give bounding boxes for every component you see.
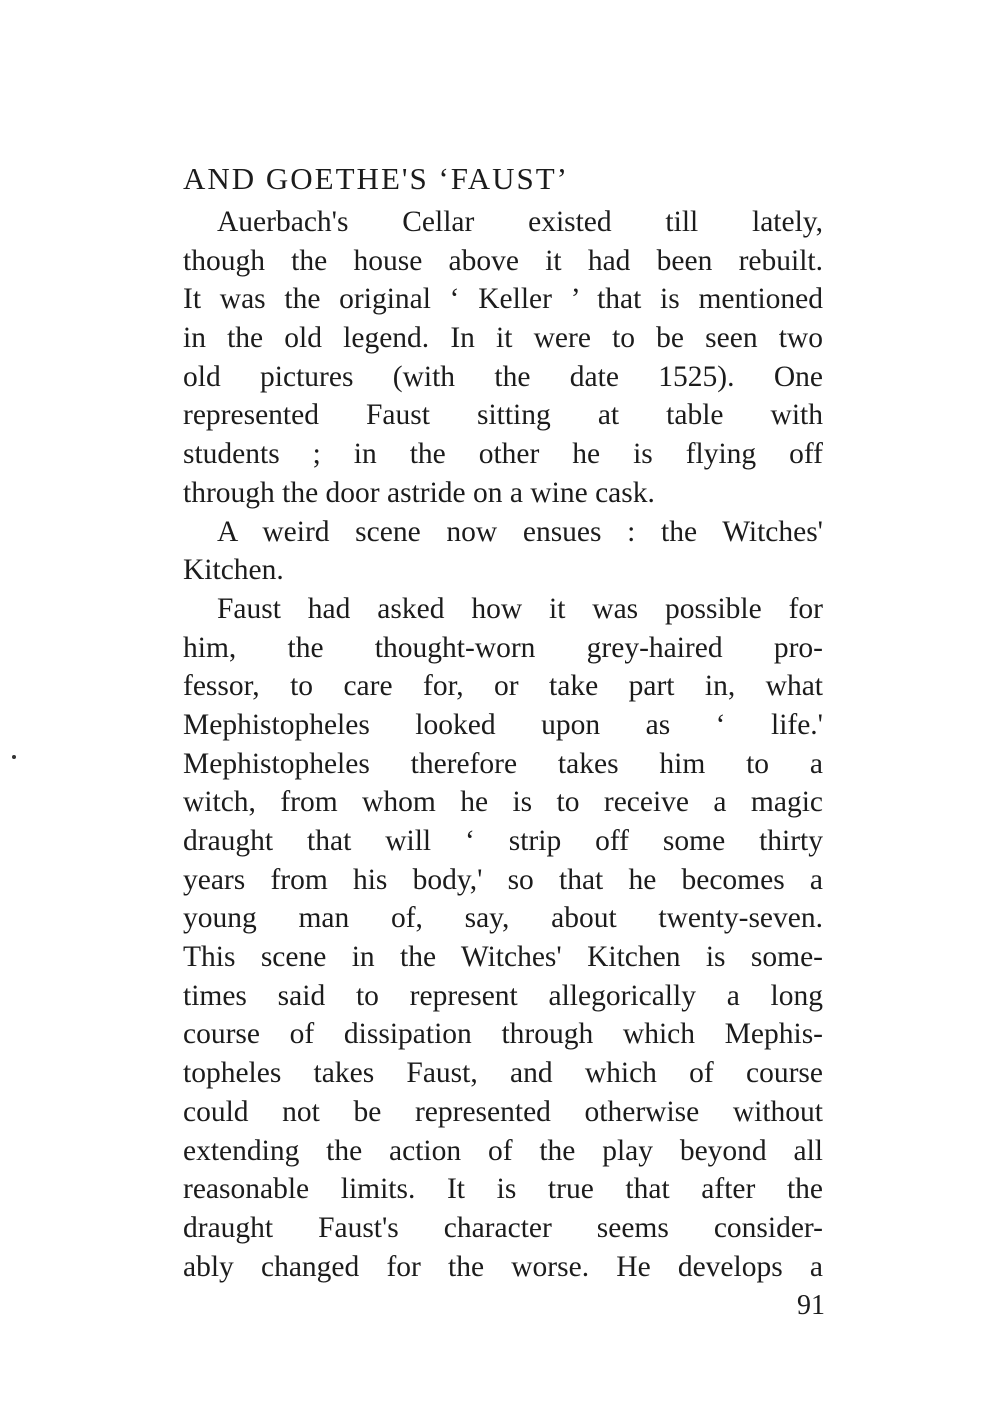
text-line: Auerbach's Cellar existed till lately, bbox=[217, 206, 823, 238]
text-line: old pictures (with the date 1525). One bbox=[183, 360, 823, 393]
paragraph-auerbachs-cellar bbox=[183, 203, 823, 513]
text-line: young man of, say, about twenty-seven. bbox=[183, 902, 823, 935]
scan-speck bbox=[12, 755, 16, 759]
text-line: It was the original ‘ Keller ’ that is mentioned bbox=[183, 283, 823, 316]
text-line: times said to represent allegorically a long bbox=[183, 979, 823, 1012]
text-line: though the house above it had been rebuilt. bbox=[183, 244, 823, 277]
text-line: represented Faust sitting at table with bbox=[183, 399, 823, 432]
text-line: him, the thought-worn grey-haired pro- bbox=[183, 631, 823, 664]
paragraph-magic-draught bbox=[183, 590, 823, 1286]
text-line: draught that will ‘ strip off some thirty bbox=[183, 825, 823, 857]
text-line: fessor, to care for, or take part in, what bbox=[183, 670, 823, 703]
text-line: This scene in the Witches' Kitchen is some- bbox=[183, 941, 823, 974]
text-line: in the old legend. In it were to be seen two bbox=[183, 322, 823, 355]
text-line: extending the action of the play beyond all bbox=[183, 1134, 823, 1167]
text-line: course of dissipation through which Mephis- bbox=[183, 1018, 823, 1051]
text-line: years from his body,' so that he becomes a bbox=[183, 863, 823, 896]
text-line: topheles takes Faust, and which of course bbox=[183, 1057, 823, 1090]
text-line: Mephistopheles therefore takes him to a bbox=[183, 747, 823, 780]
text-line: reasonable limits. It is true that after the bbox=[183, 1173, 823, 1206]
text-line: could not be represented otherwise without bbox=[183, 1095, 823, 1128]
text-line: witch, from whom he is to receive a magic bbox=[183, 786, 823, 819]
text-line: students ; in the other he is flying off bbox=[183, 438, 823, 471]
text-line: ably changed for the worse. He develops a bbox=[183, 1250, 823, 1283]
text-line: Mephistopheles looked upon as ‘ life.' bbox=[183, 708, 823, 741]
page-number: 91 bbox=[797, 1290, 825, 1321]
text-line: Kitchen. bbox=[183, 554, 284, 587]
text-line: through the door astride on a wine cask. bbox=[183, 476, 655, 509]
paragraph-witches-kitchen bbox=[183, 513, 823, 590]
body-text bbox=[183, 203, 823, 1286]
running-head: AND GOETHE'S ‘FAUST’ bbox=[183, 161, 569, 196]
text-line: draught Faust's character seems consider- bbox=[183, 1211, 823, 1244]
text-line: A weird scene now ensues : the Witches' bbox=[217, 515, 823, 548]
text-line: Faust had asked how it was possible for bbox=[217, 592, 823, 625]
